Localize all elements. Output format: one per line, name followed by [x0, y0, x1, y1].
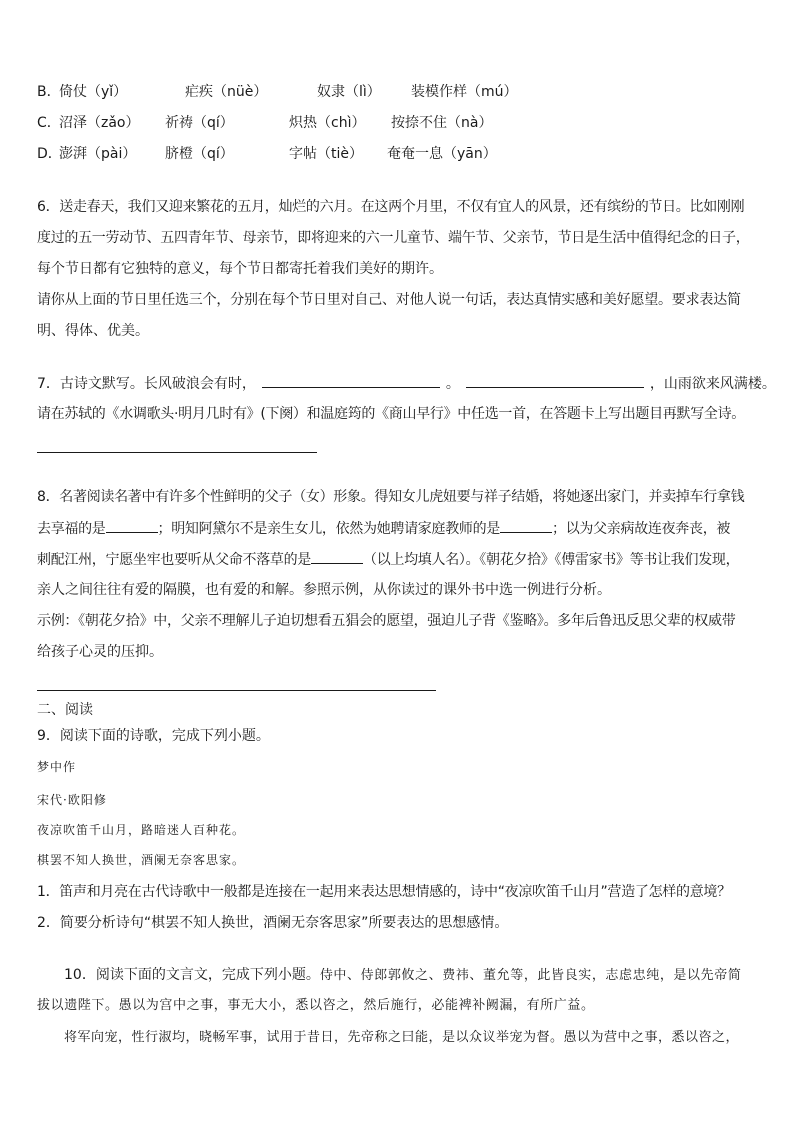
option-item: 澎湃（pài）	[59, 146, 137, 162]
q10-line: 将军向宠，性行淑均，晓畅军事，试用于昔日，先帝称之曰能，是以众议举宠为督。愚以为营中之事，悉以咨之，	[64, 1030, 740, 1045]
q8-text: （以上均填人名）。《朝花夕拾》《傅雷家书》等书让我们发现，	[363, 552, 740, 568]
option-item: 字帖（tiè）	[289, 146, 363, 162]
q6-line: 6．送走春天，我们又迎来繁花的五月，灿烂的六月。在这两个月里，不仅有宜人的风景，还有缤纷的节日。比如刚刚	[37, 199, 745, 215]
option-item: 奴隶（lì）	[317, 84, 381, 100]
q10-intro: 10．阅读下面的文言文，完成下列小题。	[64, 967, 320, 983]
q8-blank-1[interactable]	[106, 518, 158, 533]
q8-blank-3[interactable]	[311, 549, 363, 564]
q10-line: 拔以遗陛下。愚以为宫中之事，事无大小，悉以咨之，然后施行，必能裨补阙漏，有所广益。	[37, 998, 595, 1013]
q7-text-b: 。	[445, 376, 460, 392]
q6-line: 度过的五一劳动节、五四青年节、母亲节，即将迎来的六一儿童节、端午节、父亲节，节日是生活中值得纪念的日子，	[37, 230, 750, 246]
option-item: 疟疾（nüè）	[185, 84, 268, 100]
poem-line: 夜凉吹笛千山月，路暗迷人百种花。	[37, 823, 246, 837]
q6-line: 请你从上面的节日里任选三个，分别在每个节日里对自己、对他人说一句话，表达真情实感和美好愿望。要求表达简	[37, 292, 741, 308]
q7-line1	[37, 373, 776, 394]
option-item: 沼泽（zǎo）	[59, 115, 140, 131]
q8-line: 8．名著阅读名著中有许多个性鲜明的父子（女）形象。得知女儿虎妞要与祥子结婚，将她逐出家门，并卖掉车行拿钱	[37, 489, 745, 505]
section-heading: 二、阅读	[37, 702, 93, 718]
option-item: 倚仗（yǐ）	[59, 84, 128, 100]
q10-text: 侍中、侍郎郭攸之、费祎、董允等，此皆良实，志虑忠纯，是以先帝简	[319, 968, 742, 983]
q8-line: 给孩子心灵的压抑。	[37, 644, 163, 660]
option-label: C．	[37, 115, 61, 131]
q7-text-a: 7．古诗文默写。长风破浪会有时，	[37, 376, 256, 392]
poem-author: 宋代·欧阳修	[37, 793, 107, 807]
q8-text: 去享福的是	[37, 521, 106, 537]
q7-text-c: ，山雨欲来风满楼。	[649, 376, 776, 392]
q7-answer-line[interactable]	[37, 452, 317, 453]
poem-title: 梦中作	[37, 760, 77, 774]
q5-option-c	[37, 113, 757, 133]
option-label: D．	[37, 146, 62, 162]
q9-subquestion-2: 2．简要分析诗句“棋罢不知人换世，酒阑无奈客思家”所要表达的思想感情。	[37, 915, 509, 931]
q8-text: ；明知阿黛尔不是亲生女儿，依然为她聘请家庭教师的是	[157, 521, 500, 537]
q8-text: ；以为父亲病故连夜奔丧，被	[552, 521, 731, 537]
option-label: B．	[37, 84, 61, 100]
q8-blank-2[interactable]	[500, 518, 552, 533]
q7-blank-2[interactable]	[466, 373, 644, 388]
q8-line: 亲人之间往往有爱的隔膜，也有爱的和解。参照示例，从你读过的课外书中选一例进行分析。	[37, 582, 611, 598]
option-item: 炽热（chì）	[289, 115, 366, 131]
q7-blank-1[interactable]	[262, 373, 440, 388]
q8-text: 刺配江州，宁愿坐牢也要听从父命不落草的是	[37, 552, 311, 568]
q9-subquestion-1: 1．笛声和月亮在古代诗歌中一般都是连接在一起用来表达思想情感的，诗中“夜凉吹笛千山月”营造了怎样的意境？	[37, 884, 731, 900]
option-item: 祈祷（qí）	[165, 115, 234, 131]
q5-option-b	[37, 82, 757, 102]
q5-option-d	[37, 144, 757, 164]
q8-line: 示例：《朝花夕拾》中，父亲不理解儿子迫切想看五猖会的愿望，强迫儿子背《鉴略》。多年后鲁迅反思父辈的权威带	[37, 613, 736, 629]
poem-line: 棋罢不知人换世，酒阑无奈客思家。	[37, 853, 246, 867]
option-item: 脐橙（qí）	[165, 146, 234, 162]
q9-intro: 9．阅读下面的诗歌，完成下列小题。	[37, 728, 270, 744]
q6-line: 每个节日都有它独特的意义，每个节日都寄托着我们美好的期许。	[37, 261, 443, 277]
q8-answer-line[interactable]	[37, 690, 436, 691]
q7-line2: 请在苏轼的《水调歌头·明月几时有》(下阕）和温庭筠的《商山早行》中任选一首，在答题卡上写出题目再默写全诗。	[37, 406, 746, 422]
option-item: 装模作样（mú）	[411, 84, 518, 100]
q10-line	[64, 965, 741, 986]
q8-line	[37, 549, 739, 570]
option-item: 奄奄一息（yān）	[387, 146, 497, 162]
option-item: 按捺不住（nà）	[391, 115, 493, 131]
q8-line	[37, 518, 730, 539]
q6-line: 明、得体、优美。	[37, 323, 149, 339]
